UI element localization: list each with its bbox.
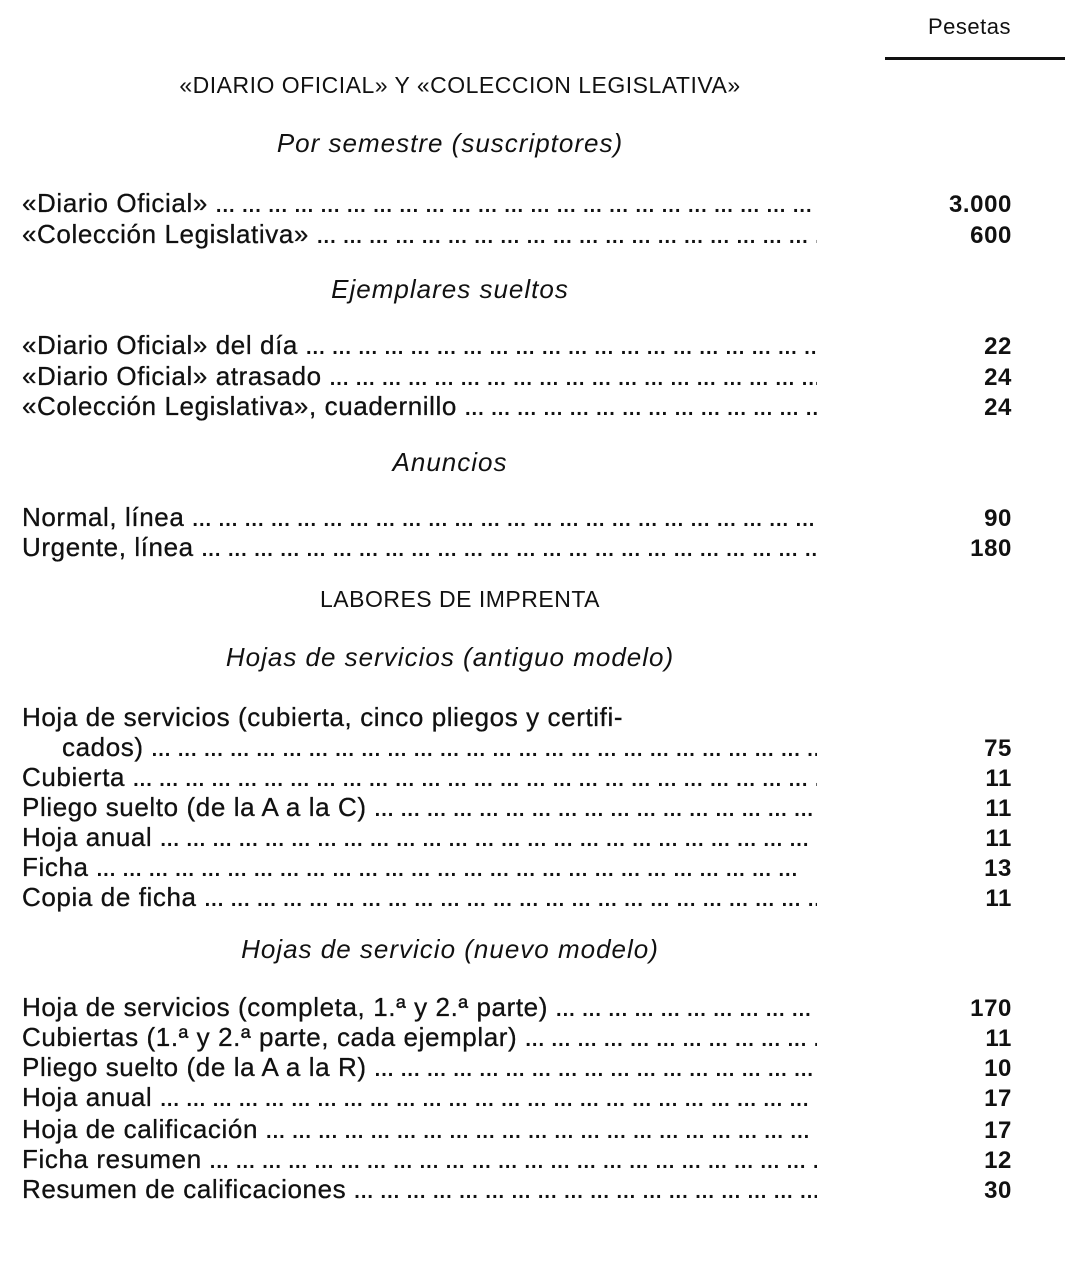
row-label: Hoja anual xyxy=(22,822,153,852)
price-row xyxy=(22,822,1012,853)
row-label: «Diario Oficial» xyxy=(22,188,208,218)
row-value: 17 xyxy=(984,1085,1012,1112)
price-row xyxy=(22,361,1012,392)
row-value: 75 xyxy=(984,735,1012,762)
row-value: 11 xyxy=(985,1025,1012,1052)
price-row xyxy=(22,1052,1012,1083)
row-value: 10 xyxy=(984,1055,1012,1082)
row-label: Urgente, línea xyxy=(22,532,194,562)
row-value: 170 xyxy=(970,995,1012,1022)
row-label: Ficha resumen xyxy=(22,1144,202,1174)
row-label: Normal, línea xyxy=(22,502,185,532)
row-label: «Diario Oficial» atrasado xyxy=(22,361,322,391)
row-label: «Diario Oficial» del día xyxy=(22,330,298,360)
price-row xyxy=(22,1082,1012,1113)
row-label: Hoja de calificación xyxy=(22,1114,259,1144)
row-value: 600 xyxy=(970,222,1012,249)
row-label: Hoja de servicios (completa, 1.ª y 2.ª parte) xyxy=(22,992,549,1022)
row-value: 180 xyxy=(970,535,1012,562)
row-value: 12 xyxy=(984,1147,1012,1174)
row-value: 3.000 xyxy=(948,191,1012,218)
price-row xyxy=(22,852,1012,883)
column-header-pesetas: Pesetas xyxy=(928,14,1011,39)
row-label: Resumen de calificaciones xyxy=(22,1174,347,1204)
row-value: 22 xyxy=(984,333,1012,360)
row-label: Hoja de servicios (cubierta, cinco pliegos y certifi- xyxy=(22,702,624,732)
price-row xyxy=(22,762,1012,793)
price-row xyxy=(22,188,1012,219)
row-value: 11 xyxy=(985,795,1012,822)
group-title: Hojas de servicios (antiguo modelo) xyxy=(225,642,675,672)
row-value: 13 xyxy=(984,855,1012,882)
price-row xyxy=(22,330,1012,361)
price-row xyxy=(22,702,1012,733)
row-label: Cubierta xyxy=(22,762,126,792)
price-row xyxy=(22,1174,1012,1205)
section-heading: LABORES DE IMPRENTA xyxy=(319,586,601,612)
row-value: 24 xyxy=(984,394,1012,421)
price-row xyxy=(22,992,1012,1023)
row-value: 24 xyxy=(984,364,1012,391)
row-label: Ficha xyxy=(22,852,89,882)
price-row xyxy=(22,219,1012,250)
row-label: Pliego suelto (de la A a la R) xyxy=(22,1052,367,1082)
price-row xyxy=(22,1144,1012,1175)
row-label: Cubiertas (1.ª y 2.ª parte, cada ejemplar) xyxy=(22,1022,518,1052)
group-title: Por semestre (suscriptores) xyxy=(276,128,624,158)
row-value: 11 xyxy=(985,885,1012,912)
row-value: 11 xyxy=(985,825,1012,852)
price-row xyxy=(22,1022,1012,1053)
row-value: 90 xyxy=(984,505,1012,532)
group-title: Ejemplares sueltos xyxy=(331,274,569,304)
price-row xyxy=(22,1114,1012,1145)
price-row xyxy=(22,391,1012,422)
row-label: cados) xyxy=(62,732,144,762)
price-row xyxy=(22,502,1012,533)
section-heading: «DIARIO OFICIAL» Y «COLECCION LEGISLATIVA» xyxy=(179,72,741,98)
price-row-continuation xyxy=(22,732,1012,763)
price-row xyxy=(22,792,1012,823)
row-label: Pliego suelto (de la A a la C) xyxy=(22,792,367,822)
row-label: Copia de ficha xyxy=(22,882,197,912)
group-title: Anuncios xyxy=(392,447,508,477)
row-value: 30 xyxy=(984,1177,1012,1204)
group-title: Hojas de servicio (nuevo modelo) xyxy=(241,934,659,964)
price-row xyxy=(22,532,1012,563)
price-row xyxy=(22,882,1012,913)
row-label: Hoja anual xyxy=(22,1082,153,1112)
row-value: 11 xyxy=(985,765,1012,792)
row-label: «Colección Legislativa», cuadernillo xyxy=(22,391,457,421)
row-value: 17 xyxy=(984,1117,1012,1144)
header-rule xyxy=(885,57,1065,60)
row-label: «Colección Legislativa» xyxy=(22,219,309,249)
